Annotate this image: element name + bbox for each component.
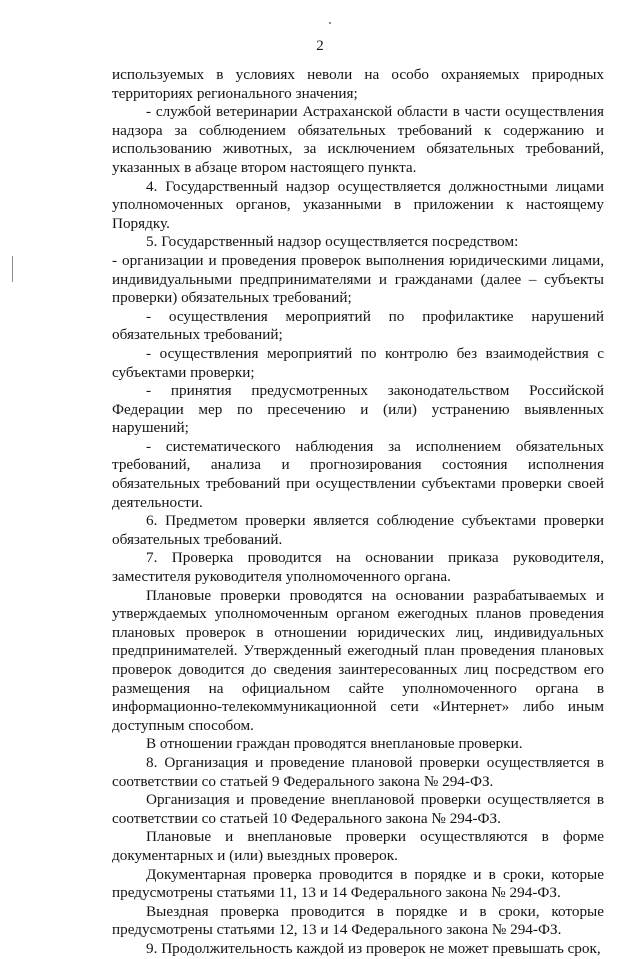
paragraph-12: В отношении граждан проводятся внеплановые проверки. bbox=[146, 735, 523, 753]
paragraph-5: - осуществления мероприятий по профилактике нарушений обязательных требований; bbox=[112, 307, 604, 344]
paragraph-10: 7. Проверка проводится на основании приказа руководителя, заместителя руководителя уполномоченного органа. bbox=[112, 549, 604, 586]
paragraph-7: - принятия предусмотренных законодательством Российской Федерации мер по пресечению и (или) устранению выявленных нарушений; bbox=[112, 382, 604, 437]
paragraph-13: 8. Организация и проведение плановой проверки осуществляется в соответствии со статьей 9 Федерального закона № 294-ФЗ. bbox=[112, 753, 604, 790]
paragraph-14: Организация и проведение внеплановой проверки осуществляется в соответствии со статьей 10 Федерального закона № 294-ФЗ. bbox=[112, 791, 604, 827]
paragraph-0: используемых в условиях неволи на особо охраняемых природных территориях регионального значения; bbox=[112, 66, 604, 102]
paragraph-2: 4. Государственный надзор осуществляется должностными лицами уполномоченных органов, указанными в приложении к настоящему Порядку. bbox=[112, 177, 604, 232]
paragraph-18: 9. Продолжительность каждой из проверок не может превышать срок, bbox=[146, 939, 601, 957]
paragraph-15: Плановые и внеплановые проверки осуществляются в форме документарных и (или) выездных проверок. bbox=[112, 828, 604, 864]
paragraph-8: - систематического наблюдения за исполнением обязательных требований, анализа и прогнозирования состояния исполнения обязательных требований при осуществлении субъектами проверки своей деятельности. bbox=[112, 437, 604, 511]
paragraph-1: - службой ветеринарии Астраханской области в части осуществления надзора за соблюдением обязательных требований к содержанию и использованию животных, за исключением обязательных требований, указанных в абзаце втором настоящего пункта. bbox=[112, 103, 604, 176]
paragraph-3: 5. Государственный надзор осуществляется посредством: bbox=[146, 233, 519, 251]
paragraph-6: - осуществления мероприятий по контролю без взаимодействия с субъектами проверки; bbox=[112, 344, 604, 381]
paragraph-11: Плановые проверки проводятся на основании разрабатываемых и утверждаемых уполномоченным органом ежегодных планов проведения плановых проверок в отношении юридических лиц, индивидуальных предпринимателей. Утвержденный ежегодный план проведения плановых проверок доводится до сведения заинтересованных лиц посредством его размещения на официальном сайте уполномоченного органа в информационно-телекоммуникационной сети «Интернет» либо иным доступным способом. bbox=[112, 586, 604, 734]
scan-mark-left bbox=[12, 256, 13, 282]
paragraph-16: Документарная проверка проводится в порядке и в сроки, которые предусмотрены статьями 11, 13 и 14 Федерального закона № 294-ФЗ. bbox=[112, 865, 604, 902]
document-body bbox=[112, 66, 604, 959]
page-number: 2 bbox=[316, 38, 324, 54]
paragraph-9: 6. Предметом проверки является соблюдение субъектами проверки обязательных требований. bbox=[112, 512, 604, 548]
scan-dot-top bbox=[329, 22, 331, 24]
paragraph-17: Выездная проверка проводится в порядке и в сроки, которые предусмотрены статьями 12, 13 и 14 Федерального закона № 294-ФЗ. bbox=[112, 902, 604, 939]
paragraph-4: - организации и проведения проверок выполнения юридическими лицами, индивидуальными предпринимателями и гражданами (далее – субъекты проверки) обязательных требований; bbox=[112, 251, 604, 307]
